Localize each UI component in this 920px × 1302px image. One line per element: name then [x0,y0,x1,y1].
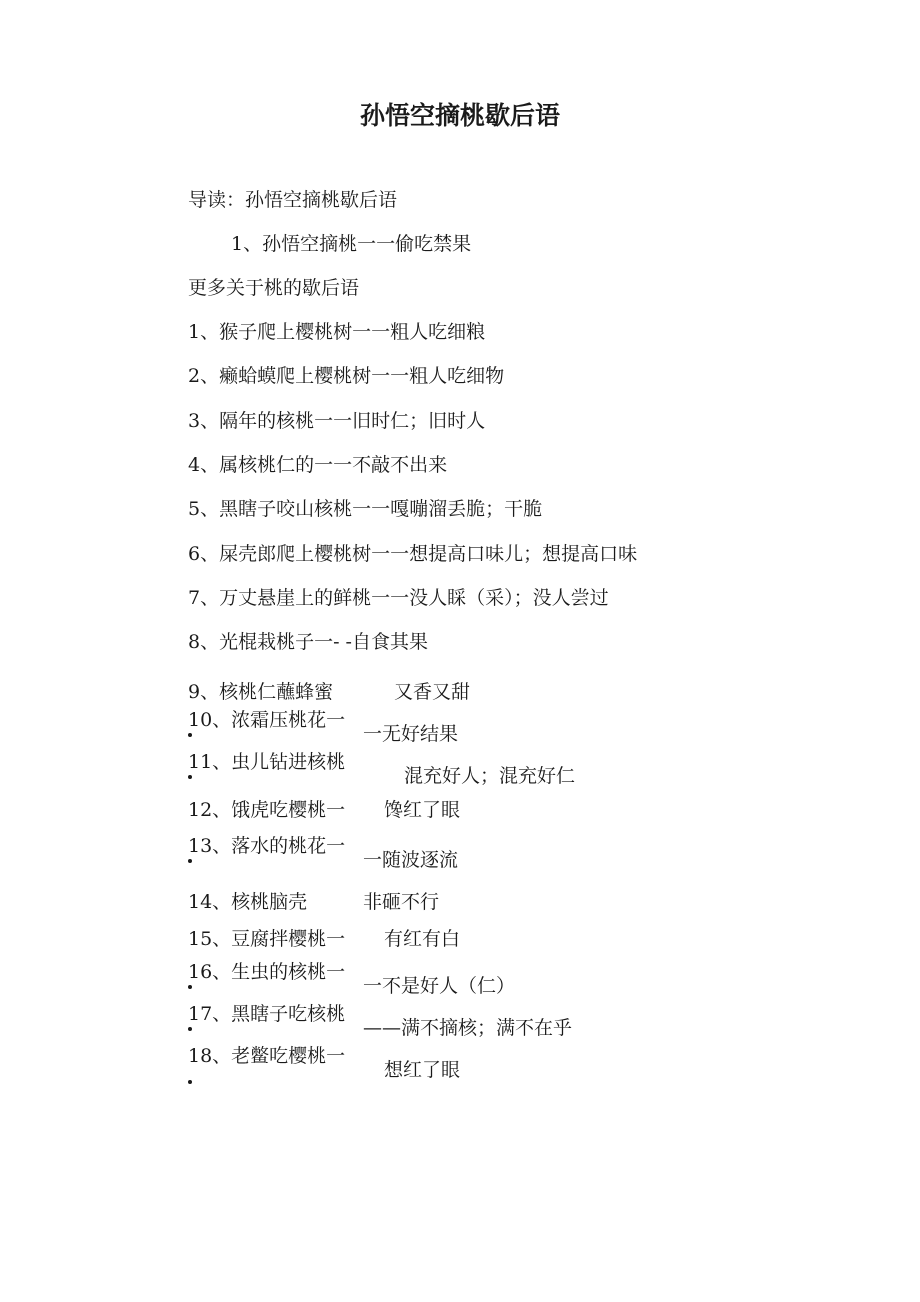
item-answer: 馋红了眼 [384,799,461,821]
bullet-dot [188,733,192,737]
list-item [188,890,728,930]
item-question: 15、豆腐拌樱桃一 [188,928,346,950]
item-answer: 非砸不行 [363,891,440,913]
list-item: 1、猴子爬上樱桃树一一粗人吃细粮 [188,321,486,343]
item-answer: 一随波逐流 [363,849,459,871]
list-item [188,960,728,1000]
list-item: 4、属核桃仁的一一不敲不出来 [188,454,448,476]
bullet-dot [188,985,192,989]
item-answer: 一无好结果 [363,723,459,745]
list-item [188,1002,728,1042]
item-answer: 又香又甜 [394,681,471,703]
item-answer: ——满不摘核；满不在乎 [363,1017,573,1039]
list-item: 5、黑瞎子咬山核桃一一嘎嘣溜丢脆；干脆 [188,498,543,520]
item-question: 18、老鳖吃樱桃一 [188,1045,346,1067]
bullet-dot [188,1080,192,1084]
bullet-dot [188,775,192,779]
item-answer: 有红有白 [384,928,461,950]
item-question: 11、虫儿钻进核桃 [188,751,346,773]
more-heading: 更多关于桃的歇后语 [188,277,360,299]
first-item: 1、孙悟空摘桃一一偷吃禁果 [231,233,472,255]
item-question: 10、浓霜压桃花一 [188,709,346,731]
list-item: 2、癞蛤蟆爬上樱桃树一一粗人吃细物 [188,365,505,387]
list-item [188,834,728,874]
document-title: 孙悟空摘桃歇后语 [359,101,560,130]
item-question: 9、核桃仁蘸蜂蜜 [188,681,334,703]
list-item: 8、光棍栽桃子一- -自食其果 [188,631,428,653]
item-question: 16、生虫的核桃一 [188,961,346,983]
bullet-dot [188,859,192,863]
list-item: 7、万丈悬崖上的鲜桃一一没人睬（采）；没人尝过 [188,587,609,609]
list-item [188,708,728,748]
bullet-dot [188,1027,192,1031]
list-item: 3、隔年的核桃一一旧时仁；旧时人 [188,410,486,432]
item-question: 14、核桃脑壳 [188,891,308,913]
item-question: 13、落水的桃花一 [188,835,346,857]
list-item [188,1044,728,1084]
list-item [188,750,728,790]
item-answer: 混充好人；混充好仁 [404,765,576,787]
item-question: 17、黑瞎子吃核桃 [188,1003,346,1025]
item-question: 12、饿虎吃樱桃一 [188,799,346,821]
intro-line: 导读：孙悟空摘桃歇后语 [188,189,398,211]
list-item: 6、屎壳郎爬上樱桃树一一想提高口味儿；想提高口味 [188,543,638,565]
item-answer: 想红了眼 [384,1059,461,1081]
list-item [188,798,728,838]
item-answer: 一不是好人（仁） [363,975,516,997]
